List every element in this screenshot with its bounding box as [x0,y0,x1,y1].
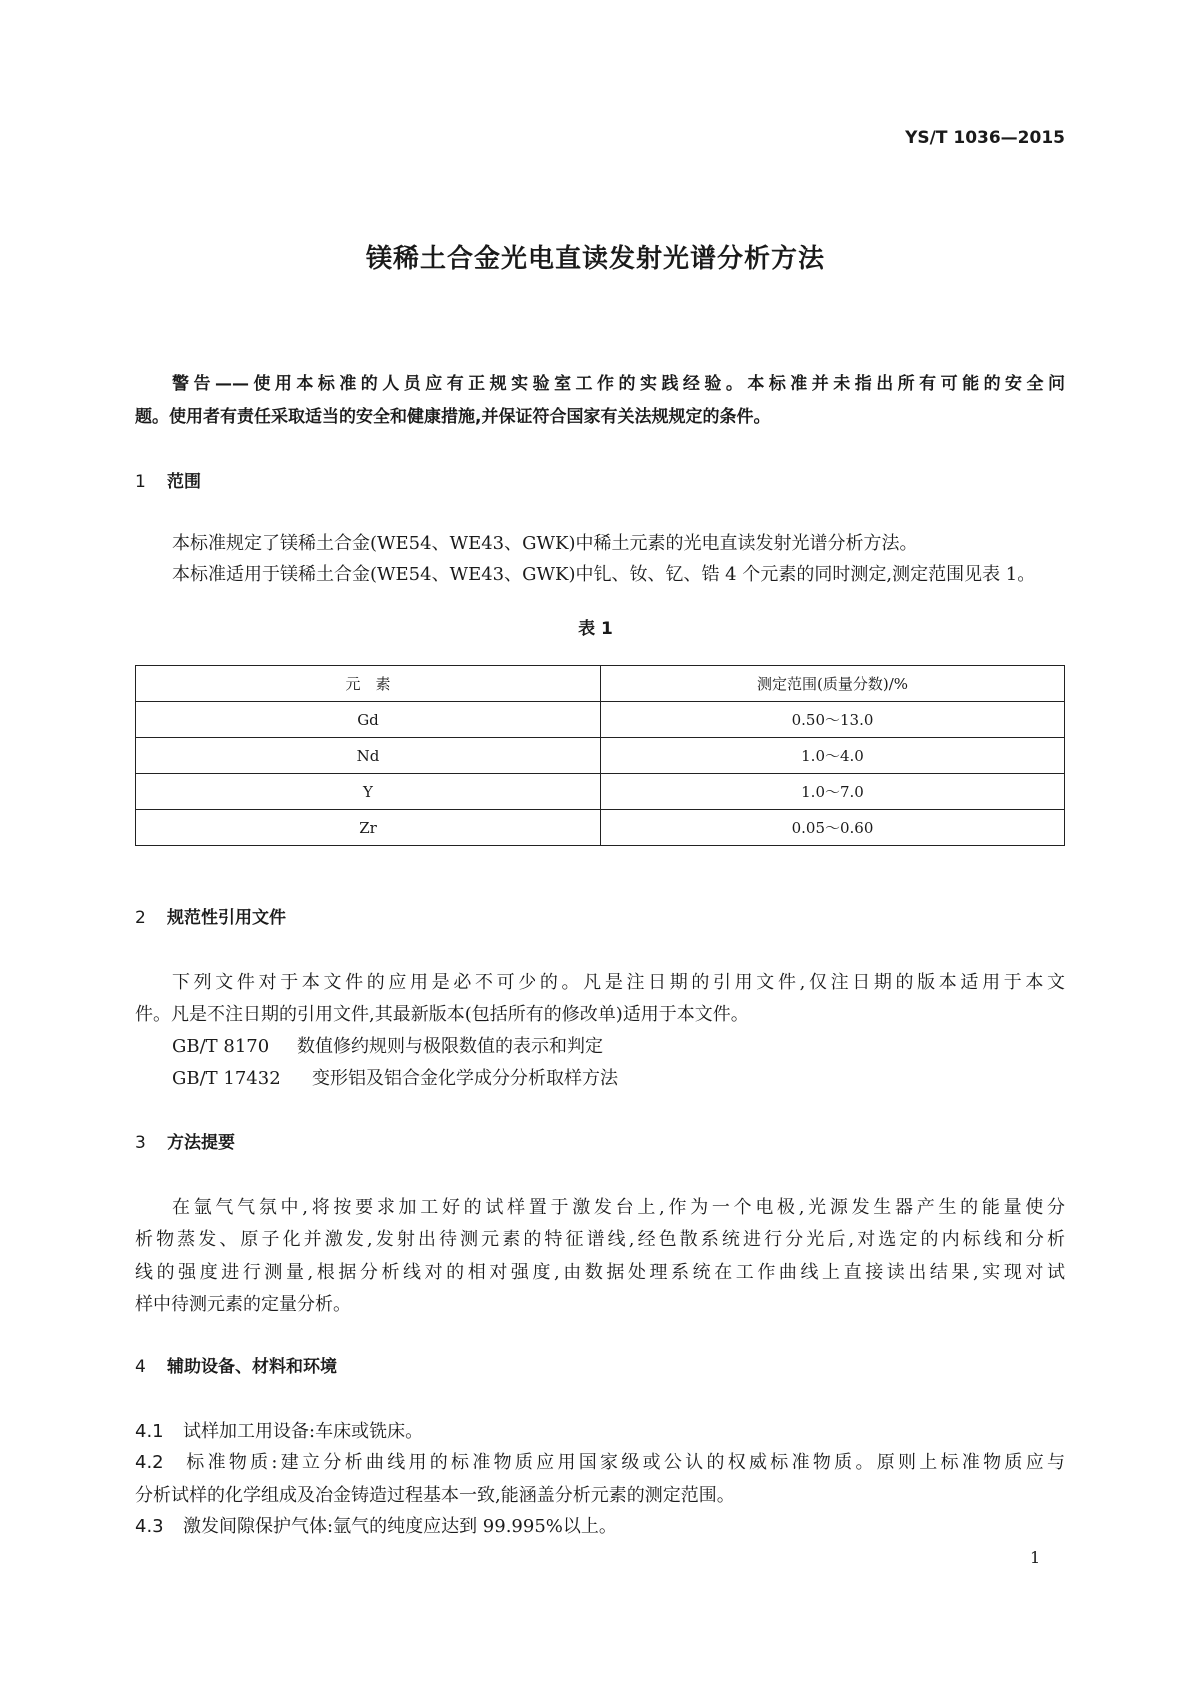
table-row [136,810,1065,846]
paragraph-line: 线的强度进行测量,根据分析线对的相对强度,由数据处理系统在工作曲线上直接读出结果,实现对试 [135,1262,1065,1283]
clause-number: 4.1 [135,1421,164,1442]
page-number: 1 [1030,1548,1041,1567]
section-title: 方法提要 [167,1133,235,1153]
section-title: 范围 [167,472,201,492]
reference-item [172,1067,1065,1091]
standard-code: YS/T 1036—2015 [905,128,1065,148]
table-cell: Y [136,774,601,810]
table-row [136,702,1065,738]
clause-text: 分析试样的化学组成及冶金铸造过程基本一致,能涵盖分析元素的测定范围。 [135,1485,735,1506]
paragraph-line: 本标准适用于镁稀土合金(WE54、WE43、GWK)中钆、钕、钇、锆 4 个元素的同时测定,测定范围见表 1。 [172,564,1036,585]
section-number: 1 [135,472,146,492]
clause-text: 试样加工用设备:车床或铣床。 [183,1421,424,1442]
table-cell: Gd [136,702,601,738]
reference-name: 变形铝及铝合金化学成分分析取样方法 [312,1068,618,1089]
paragraph-line: 在氩气气氛中,将按要求加工好的试样置于激发台上,作为一个电极,光源发生器产生的能量使分 [172,1197,1065,1218]
clause-text: 标准物质:建立分析曲线用的标准物质应用国家级或公认的权威标准物质。原则上标准物质应与 [183,1452,1065,1473]
reference-code: GB/T 8170 [172,1036,270,1057]
section-2-heading [135,906,1065,930]
clause-4-1 [135,1420,1065,1444]
range-table [135,665,1065,846]
table-row [136,774,1065,810]
clause-4-2 [135,1451,1065,1475]
document-title: 镁稀土合金光电直读发射光谱分析方法 [365,244,825,274]
section-1-heading [135,470,1065,494]
section-number: 3 [135,1133,146,1153]
warning-line-2: 题。使用者有责任采取适当的安全和健康措施,并保证符合国家有关法规规定的条件。 [135,407,771,427]
table-cell: 0.05～0.60 [601,810,1065,846]
clause-4-3 [135,1515,1065,1539]
paragraph-line: 下列文件对于本文件的应用是必不可少的。凡是注日期的引用文件,仅注日期的版本适用于本文 [172,972,1065,993]
section-3-heading [135,1131,1065,1155]
warning-line-1: 警告——使用本标准的人员应有正规实验室工作的实践经验。本标准并未指出所有可能的安全问 [172,374,1065,394]
section-number: 2 [135,908,146,928]
clause-text: 激发间隙保护气体:氩气的纯度应达到 99.995%以上。 [183,1516,617,1537]
table-header: 测定范围(质量分数)/% [601,666,1065,702]
paragraph-line: 本标准规定了镁稀土合金(WE54、WE43、GWK)中稀土元素的光电直读发射光谱分析方法。 [172,533,918,554]
clause-number: 4.2 [135,1452,164,1473]
paragraph-line: 件。凡是不注日期的引用文件,其最新版本(包括所有的修改单)适用于本文件。 [135,1004,749,1025]
table-cell: 1.0～4.0 [601,738,1065,774]
table-row [136,738,1065,774]
table-caption: 表 1 [578,619,613,639]
table-cell: 0.50～13.0 [601,702,1065,738]
table-header: 元 素 [136,666,601,702]
section-title: 规范性引用文件 [167,908,286,928]
table-cell: 1.0～7.0 [601,774,1065,810]
reference-item [172,1035,1065,1059]
table-header-row [136,666,1065,702]
section-4-heading [135,1355,1065,1379]
paragraph-line: 样中待测元素的定量分析。 [135,1294,351,1315]
section-title: 辅助设备、材料和环境 [167,1357,337,1377]
table-cell: Zr [136,810,601,846]
reference-code: GB/T 17432 [172,1068,281,1089]
paragraph-line: 析物蒸发、原子化并激发,发射出待测元素的特征谱线,经色散系统进行分光后,对选定的内标线和分析 [135,1229,1065,1250]
section-number: 4 [135,1357,146,1377]
clause-number: 4.3 [135,1516,164,1537]
table-cell: Nd [136,738,601,774]
reference-name: 数值修约规则与极限数值的表示和判定 [297,1036,603,1057]
